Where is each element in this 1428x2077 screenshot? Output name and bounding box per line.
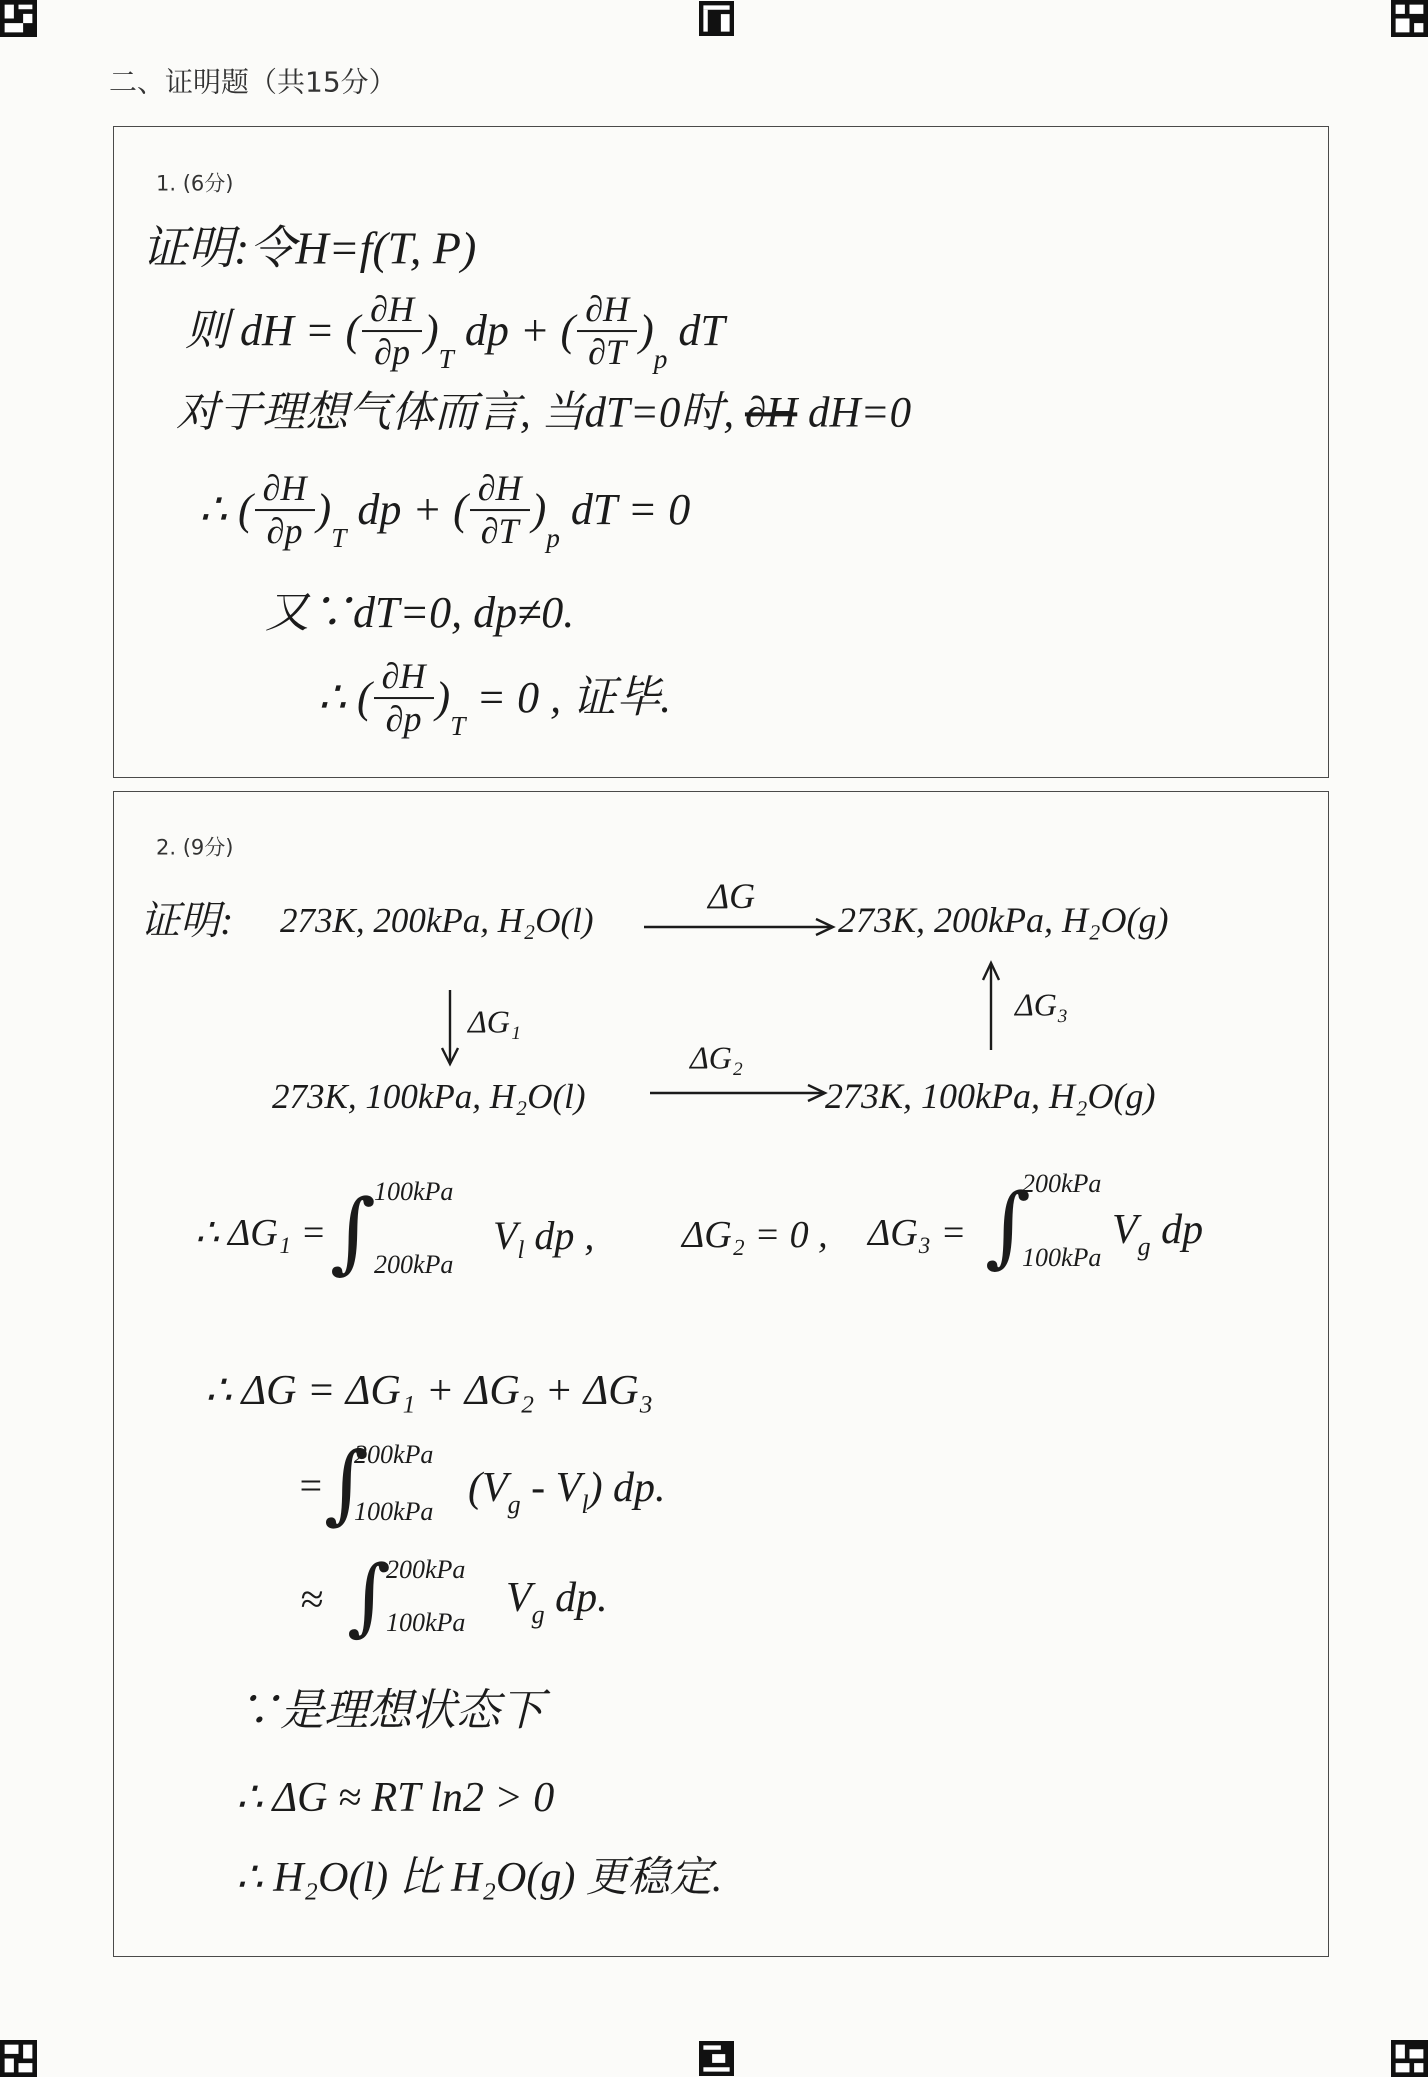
- result-line: [236, 1775, 554, 1821]
- section-title: 二、证明题（共15分）: [109, 65, 397, 99]
- marker-cell: [19, 2063, 33, 2072]
- integrand-tail: dp.: [544, 1574, 608, 1621]
- marker-graphic: [1391, 2040, 1428, 2077]
- state-text: 273K, 200kPa, H₂O(g): [838, 900, 1169, 941]
- fiducial-marker-top-center: [699, 0, 734, 37]
- fiducial-marker-top-right: [1391, 0, 1428, 37]
- fraction-numerator: ∂H: [577, 290, 637, 332]
- arrow-up-right: [979, 960, 1003, 1052]
- state-text: 273K, 200kPa, H₂O(l): [280, 900, 594, 940]
- fiducial-marker-bottom-right: [1391, 2040, 1428, 2077]
- approx-line-lead: [300, 1577, 323, 1623]
- fraction-denominator: ∂p: [385, 699, 422, 739]
- fraction-denominator: ∂T: [588, 332, 627, 372]
- subscript: p: [546, 523, 560, 554]
- arrow-label-text: ΔG: [708, 876, 756, 917]
- crossed-out-text: ∂H: [744, 389, 798, 437]
- q1-line2-tail: dT: [667, 305, 725, 355]
- marker-graphic: [1391, 0, 1428, 37]
- q1-line1-definition: [142, 224, 476, 275]
- fiducial-marker-bottom-center: [699, 2040, 734, 2077]
- q1-line2-total-differential: [185, 289, 725, 375]
- marker-cell: [1410, 2049, 1424, 2058]
- state-bottom-left: [272, 1078, 586, 1117]
- marker-graphic: [0, 0, 37, 37]
- q1-line2-lead: 则 dH = (: [185, 305, 361, 355]
- approx-sign: ≈: [300, 1576, 324, 1623]
- integral-lower-limit: 100kPa: [1022, 1243, 1102, 1272]
- conclusion-line-text: ∴ H₂O(l) 比 H₂O(g) 更稳定.: [236, 1854, 723, 1901]
- fraction-numerator: ∂H: [362, 290, 422, 332]
- marker-cell: [1414, 23, 1423, 32]
- marker-cell: [721, 14, 730, 32]
- marker-cell: [703, 10, 707, 32]
- integral-upper-limit: 200kPa: [354, 1440, 434, 1469]
- arrow-right-bottom: [648, 1081, 828, 1105]
- subscript: l: [581, 1489, 589, 1519]
- delta-g1-lead: ∴ ΔG₁ =: [195, 1212, 327, 1255]
- q1-line3-ideal-gas-condition: [176, 389, 911, 436]
- delta-g3-lead: [868, 1213, 966, 1255]
- marker-cell: [1410, 5, 1424, 14]
- equals-sign: =: [297, 1463, 324, 1508]
- delta-g3-text: ΔG₃ =: [868, 1212, 967, 1255]
- delta-g2-text: ΔG₂ = 0 ,: [682, 1214, 828, 1257]
- q1-line6-lead: ∴ (: [318, 672, 372, 722]
- subscript: T: [438, 344, 454, 375]
- marker-cell: [1396, 2045, 1405, 2059]
- integrand-gas: [1112, 1206, 1204, 1261]
- fraction-numerator: ∂H: [374, 657, 434, 699]
- q1-line4-tail: dT = 0: [559, 484, 691, 534]
- marker-cell: [703, 2045, 721, 2049]
- q1-label: 1. (6分): [156, 171, 234, 196]
- q1-line4-lead: ∴ (: [199, 484, 253, 534]
- arrow-down-left: [438, 988, 462, 1066]
- integrand-part: (V: [468, 1464, 508, 1511]
- state-top-left: [280, 902, 594, 941]
- integral-upper-limit: 100kPa: [374, 1177, 454, 1206]
- fiducial-marker-bottom-left: [0, 2040, 37, 2077]
- fraction-denominator: ∂p: [374, 332, 410, 372]
- subscript: g: [531, 1599, 545, 1629]
- subscript: T: [331, 523, 347, 554]
- integral-sign: ∫: [330, 1180, 376, 1283]
- q1-line4-differential-zero: [199, 468, 691, 554]
- volume-symbol: V: [1112, 1206, 1138, 1253]
- subscript: T: [450, 711, 466, 742]
- marker-cell: [1414, 2063, 1423, 2072]
- integral-upper-limit: 200kPa: [1022, 1169, 1102, 1198]
- partial-fraction: [255, 469, 315, 551]
- fraction-denominator: ∂p: [266, 511, 303, 551]
- state-text: 273K, 100kPa, H₂O(g): [825, 1076, 1156, 1117]
- integrand-liquid: [493, 1213, 595, 1265]
- marker-cell: [703, 2067, 729, 2071]
- integrand-tail: dp ,: [524, 1213, 595, 1258]
- reason-line: [236, 1687, 544, 1735]
- integral-sign: ∫: [347, 1547, 391, 1645]
- marker-cell: [5, 23, 24, 32]
- marker-cell: [19, 5, 33, 10]
- marker-graphic: [699, 0, 734, 37]
- approx-line-integrand: [506, 1574, 608, 1629]
- arrow-right-top: [642, 915, 836, 939]
- q2-label: 2. (9分): [156, 835, 234, 860]
- state-bottom-right: [825, 1077, 1155, 1117]
- marker-cell: [5, 2045, 19, 2054]
- marker-cell: [1396, 19, 1410, 33]
- marker-cell: [1396, 2063, 1410, 2072]
- integral-sign: ∫: [324, 1434, 369, 1534]
- integral-lower-limit: 200kPa: [374, 1250, 454, 1279]
- subscript: l: [517, 1237, 525, 1265]
- proof-lead-text: 证明:: [140, 898, 234, 943]
- integral-sign: ∫: [985, 1174, 1031, 1277]
- close-paren: ): [639, 305, 654, 355]
- arrow-label-bottom: [690, 1040, 743, 1075]
- integrand-tail: dp: [1150, 1206, 1204, 1253]
- close-paren: ): [435, 672, 451, 722]
- marker-cell: [703, 5, 729, 9]
- partial-fraction: [577, 290, 637, 372]
- integral-line-lead: [195, 1213, 326, 1255]
- q1-line6-conclusion: [318, 656, 672, 742]
- state-top-right: [838, 901, 1168, 941]
- q1-line3-text: 对于理想气体而言, 当dT=0时,: [176, 389, 745, 437]
- marker-cell: [5, 5, 14, 19]
- subscript: g: [507, 1489, 521, 1519]
- subscript: g: [1137, 1231, 1151, 1261]
- integral-lower-limit: 100kPa: [354, 1497, 434, 1526]
- fraction-numerator: ∂H: [470, 469, 530, 511]
- partial-fraction: [374, 657, 434, 739]
- subscript: p: [653, 344, 668, 375]
- integrand-part: ) dp.: [588, 1464, 666, 1511]
- fraction-numerator: ∂H: [255, 469, 315, 511]
- close-paren: ): [424, 305, 439, 355]
- q1-line1-text: 证明:令H=f(T, P): [142, 222, 477, 274]
- arrow-label-top: [708, 877, 755, 917]
- sum-line: [205, 1368, 653, 1414]
- marker-cell: [1396, 5, 1405, 14]
- marker-cell: [712, 2054, 725, 2063]
- q1-line4-middle: dp + (: [346, 484, 468, 534]
- fiducial-marker-top-left: [0, 0, 37, 37]
- marker-cell: [23, 2045, 32, 2059]
- close-paren: ): [531, 484, 547, 534]
- marker-graphic: [0, 2040, 37, 2077]
- integral-upper-limit: 200kPa: [386, 1555, 466, 1584]
- arrow-label-up: [1015, 987, 1068, 1022]
- arrow-label-text: ΔG₁: [468, 1003, 522, 1040]
- arrow-label-text: ΔG₃: [1015, 986, 1069, 1023]
- reason-line-text: ∵是理想状态下: [236, 1685, 544, 1735]
- q1-line5-condition: [265, 589, 574, 637]
- close-paren: ): [316, 484, 332, 534]
- result-line-text: ∴ ΔG ≈ RT ln2 > 0: [236, 1774, 555, 1821]
- marker-cell: [5, 2059, 14, 2073]
- sum-line-text: ∴ ΔG = ΔG₁ + ΔG₂ + ΔG₃: [205, 1367, 654, 1414]
- delta-g2-equation: [682, 1215, 828, 1257]
- partial-fraction: [362, 290, 422, 372]
- eq-line-integrand: [468, 1464, 666, 1519]
- arrow-label-down: [468, 1004, 521, 1039]
- arrow-label-text: ΔG₂: [690, 1039, 744, 1076]
- marker-cell: [23, 14, 32, 23]
- q1-line3-result: dH=0: [797, 389, 912, 437]
- state-text: 273K, 100kPa, H₂O(l): [272, 1076, 586, 1116]
- q1-line5-text: 又∵dT=0, dp≠0.: [265, 587, 575, 637]
- q1-line2-middle: dp + (: [453, 305, 576, 355]
- conclusion-line: [236, 1855, 722, 1901]
- q2-proof-lead: [140, 899, 233, 943]
- volume-symbol: V: [493, 1213, 518, 1258]
- fraction-denominator: ∂T: [480, 511, 519, 551]
- integral-lower-limit: 100kPa: [386, 1608, 466, 1637]
- marker-graphic: [699, 2040, 734, 2077]
- q1-line6-tail: = 0 , 证毕.: [465, 672, 672, 722]
- partial-fraction: [470, 469, 530, 551]
- eq-line-lead: [297, 1464, 324, 1508]
- integrand-part: - V: [520, 1464, 582, 1511]
- volume-symbol: V: [506, 1574, 532, 1621]
